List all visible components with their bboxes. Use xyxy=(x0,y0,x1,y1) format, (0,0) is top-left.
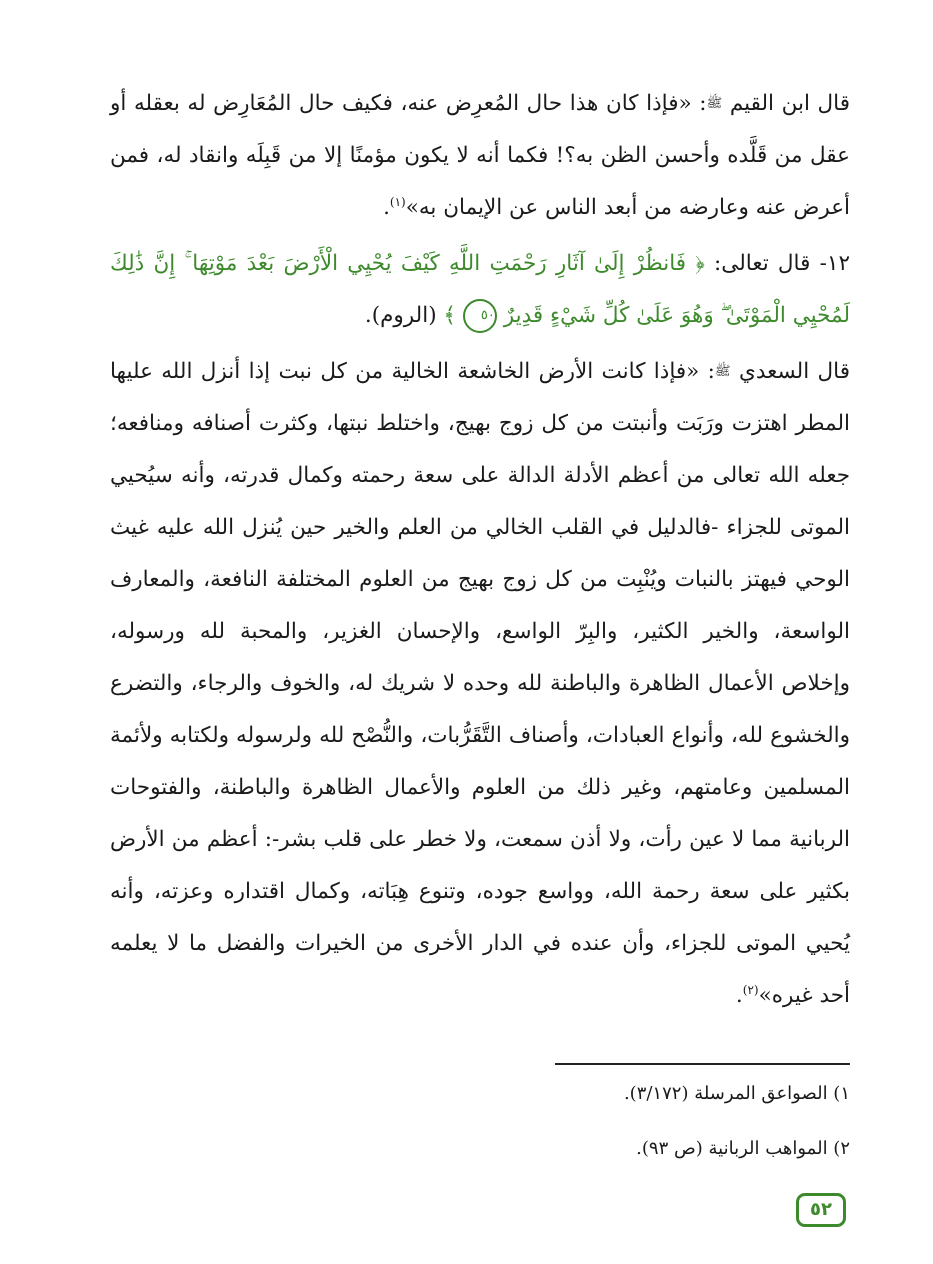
footnote-ref-2[interactable]: (٢) xyxy=(742,982,759,997)
quote-alsaadi xyxy=(110,346,850,1022)
quote-end: . xyxy=(383,195,390,220)
verse-paragraph xyxy=(110,238,850,342)
quote-end: . xyxy=(735,983,743,1008)
footnotes-section xyxy=(110,1080,850,1190)
honorific-symbol: ﷺ xyxy=(714,364,731,379)
page-body xyxy=(110,78,850,1022)
quran-verse: فَانظُرْ إِلَىٰ آثَارِ رَحْمَتِ اللَّهِ كَيْفَ يُحْيِي الْأَرْضَ بَعْدَ مَوْتِهَا ۚ إِنَّ ذَٰلِكَ لَمُحْيِي الْمَوْتَىٰ ۖ وَهُوَ عَلَىٰ كُلِّ شَيْءٍ قَدِيرٌ xyxy=(110,251,850,328)
quote-text: : «فإذا كان هذا حال المُعرِض عنه، فكيف حال المُعَارِض له بعقله أو عقل من قَلَّده وأحسن الظن به؟! فكما أنه لا يكون مؤمنًا إلا من قَبِلَه وانقاد له، فمن أعرض عنه وعارضه من أبعد الناس عن الإيمان به» xyxy=(110,91,850,220)
footnote-1: ١) الصواعق المرسلة (٣/١٧٢). xyxy=(623,1083,850,1104)
verse-open-bracket: ﴿ xyxy=(695,251,705,276)
footnote-2: ٢) المواهب الربانية (ص ٩٣). xyxy=(636,1138,850,1159)
quote-intro: قال ابن القيم xyxy=(722,91,850,116)
footnote-ref-1[interactable]: (١) xyxy=(389,194,406,209)
verse-intro: قال تعالى: xyxy=(704,251,811,276)
page-number-badge: ٥٢ xyxy=(796,1193,846,1227)
honorific-symbol: ﷺ xyxy=(706,96,723,111)
footnote-divider xyxy=(555,1063,850,1065)
quote-ibn-alqayyim xyxy=(110,78,850,234)
item-number: ١٢- xyxy=(810,251,850,276)
verse-close-bracket: ﴾ xyxy=(443,303,457,328)
verse-source: (الروم). xyxy=(364,303,444,328)
quote-text: : «فإذا كانت الأرض الخاشعة الخالية من كل نبت إذا أنزل الله عليها المطر اهتزت ورَبَت وأنبتت من كل زوج بهيج، واختلط نبتها، وكثرت أصنافه ومنافعه؛ جعله الله تعالى من أعظم الأدلة الدالة على سعة رحمته وكمال قدرته، وأنه سيُحيي الموتى للجزاء -فالدليل في القلب الخالي من العلم والخير حين يُنزل الله عليه غيث الوحي فيهتز بالنبات ويُنْبِت من كل زوج بهيج من العلوم المختلفة النافعة، والمعارف الواسعة، والخير الكثير، والبِرّ الواسع، والإحسان الغزير، والمحبة لله ورسوله، وإخلاص الأعمال الظاهرة والباطنة لله وحده لا شريك له، والخوف والرجاء، والتضرع والخشوع لله، وأنواع العبادات، وأصناف التَّقَرُّبات، والنُّصْح لله ولرسوله ولكتابه ولأئمة المسلمين وعامتهم، وغير ذلك من العلوم والأعمال الظاهرة والباطنة، والفتوحات الربانية مما لا عين رأت، ولا أذن سمعت، ولا خطر على قلب بشر-: أعظم من الأرض بكثير على سعة رحمة الله، وواسع جوده، وتنوع هِبَاته، وكمال اقتداره وعزته، وأنه يُحيي الموتى للجزاء، وأن عنده في الدار الأخرى من الخيرات والفضل ما لا يعلمه أحد غيره» xyxy=(110,359,850,1008)
quote-intro: قال السعدي xyxy=(730,359,850,384)
verse-number-badge: ٥٠ xyxy=(463,299,497,333)
